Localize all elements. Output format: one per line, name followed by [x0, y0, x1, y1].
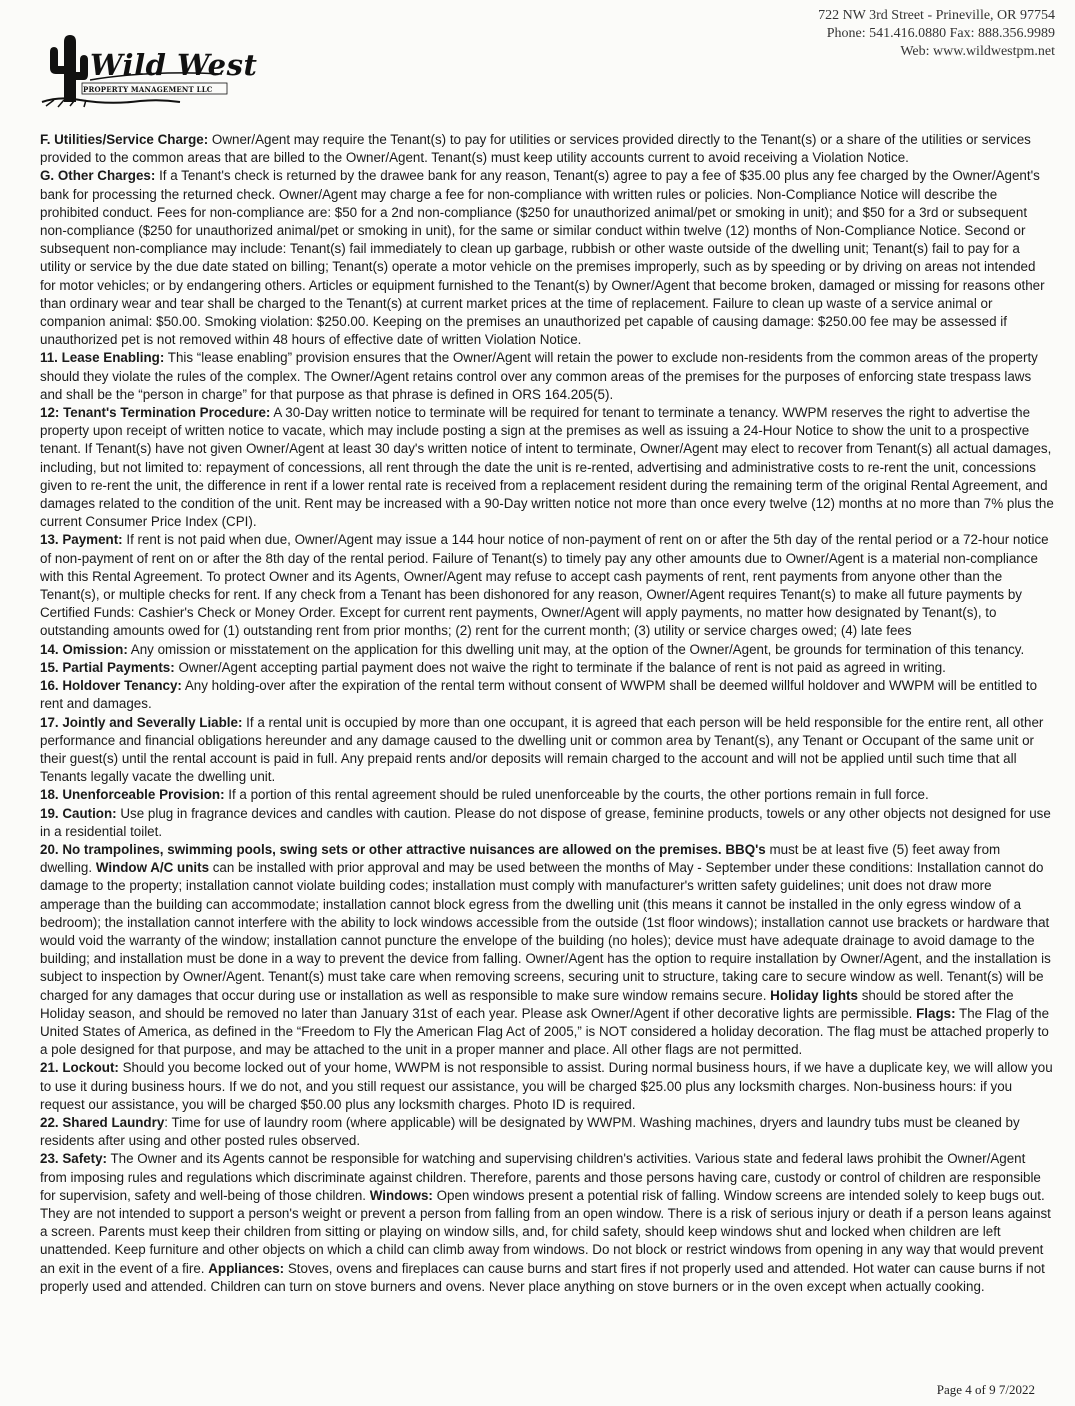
clause-text: The Flag of the United States of America, as defined in the “Freedom to Fly the American Flag Act of 2005,” is NOT considered a holiday decoration. The flag must be attached properly to a pole designed for that purpose, and may be attached to the unit in a proper manner and place. All other flags are not permitted. — [40, 1005, 1050, 1058]
clause-heading: 21. Lockout: — [40, 1060, 119, 1076]
clause-text: If a portion of this rental agreement should be ruled unenforceable by the courts, the other portions remain in full force. — [224, 787, 929, 803]
clause-heading: Window A/C units — [95, 860, 210, 876]
clause-heading: 12: Tenant's Termination Procedure: — [40, 405, 271, 421]
agreement-clause — [40, 659, 1054, 677]
clause-heading: Appliances: — [208, 1260, 285, 1276]
clause-text: should be stored after the Holiday season, and should be removed no later than January 31st of each year. Please ask Owner/Agent if other decorative lights are permissible. — [40, 987, 1014, 1021]
agreement-clause — [40, 786, 1054, 804]
agreement-body — [40, 131, 1054, 1296]
clause-heading: 23. Safety: — [40, 1151, 107, 1167]
clause-text: The Owner and its Agents cannot be responsible for watching and supervising children's activities. Various state and federal laws prohibit the Owner/Agent from imposing rules and regulations which discriminate against children. Therefore, parents and those persons having care, custody or control of children are responsible for supervision, safety and well-being of those children. — [40, 1151, 1041, 1203]
clause-heading: F. Utilities/Service Charge: — [40, 132, 209, 147]
clause-heading: 20. No trampolines, swimming pools, swing sets or other attractive nuisances are allowed on the premises. BBQ's — [40, 841, 766, 857]
logo-subtitle: PROPERTY MANAGEMENT LLC — [83, 85, 213, 94]
clause-heading: 15. Partial Payments: — [40, 659, 175, 675]
clause-text: can be installed with prior approval and may be used between the months of May - September under these conditions: Installation cannot do damage to the property; installation cannot violate building codes; installation must comply with manufacturer's written safety guidelines; unit does not draw more amperage than the building can accommodate; installation cannot block egress from the dwelling unit (this means it cannot be installed in the only egress window of a bedroom); the installation cannot interfere with the ability to lock windows accessible from the outside (1st floor windows); installation cannot use brackets or hardware that would void the warranty of the window; installation cannot puncture the envelope of the building (no holes); device must have adequate drainage to avoid damage to the building; and installation must be done in a way to prevent the device from falling. Owner/Agent has the option to require installation by Owner/Agent, and the installation is subject to inspection by Owner/Agent. Tenant(s) must take care when removing screens, securing unit to structure, taking care to secure window as well. Tenant(s) will be charged for any damages that occur during use or installation as well as responsible to make sure window remains secure. — [40, 860, 1051, 1003]
clause-text: Should you become locked out of your home, WWPM is not responsible to assist. During normal business hours, if we have a duplicate key, we will allow you to use it during business hours. If we do not, and you still request our assistance, you will be charged $25.00 plus any locksmith charges. Non-business hours: if you request our assistance, you will be charged $50.00 plus any locksmith charges. Photo ID is required. — [40, 1060, 1053, 1112]
clause-text: A 30-Day written notice to terminate will be required for tenant to terminate a tenancy. WWPM reserves the right to advertise the property upon receipt of written notice to vacate, which may include posting a sign at the premises as well as issuing a 24-Hour Notice to show the unit to a prospective tenant. If Tenant(s) have not given Owner/Agent at least 30 day's written notice of intent to terminate, Owner/Agent may elect to recover from Tenant(s) all actual damages, including, but not limited to: repayment of concessions, all rent through the date the unit is re-rented, advertising and administrative costs to re-rent the unit, concessions given to re-rent the unit, the difference in rent if a lower rental rate is received from a replacement resident during the remaining term of the original Rental Agreement, and damages related to the condition of the unit. Rent may be increased with a 90-Day written notice not more than once every twelve (12) months at no more than 7% plus the current Consumer Price Index (CPI). — [40, 405, 1054, 530]
agreement-clause — [40, 805, 1054, 841]
clause-text: must be at least five (5) feet away from dwelling. — [40, 841, 1001, 876]
clause-text: This “lease enabling” provision ensures that the Owner/Agent will retain the power to exclude non-residents from the common areas of the property should they violate the rules of the complex. The Owner/Agent retains control over any common areas of the premises for the purposes of enforcing state trespass laws and shall be the “person in charge” for that purpose as that phrase is defined in ORS 164.205(5). — [40, 350, 1038, 402]
agreement-clause — [40, 841, 1054, 1059]
clause-heading: 14. Omission: — [40, 641, 128, 657]
agreement-clause — [40, 404, 1054, 531]
clause-text: Owner/Agent may require the Tenant(s) to pay for utilities or services provided directly to the Tenant(s) or a share of the utilities or services provided to the common areas that are billed to the Owner/Agent. Tenant(s) must keep utility accounts current to avoid receiving a Violation Notice. — [40, 132, 1031, 166]
clause-text: If a Tenant's check is returned by the drawee bank for any reason, Tenant(s) agree to pay a fee of $35.00 plus any fee charged by the Owner/Agent's bank for processing the returned check. Owner/Agent may charge a fee for non-compliance with written rules or policies. Non-Compliance Notice will describe the prohibited conduct. Fees for non-compliance are: $50 for a 2nd non-compliance ($250 for unauthorized animal/pet or smoking in unit); and $50 for a 3rd or subsequent non-compliance ($250 for unauthorized animal/pet or smoking in unit), for the same or similar conduct within twelve (12) months of Non-Compliance Notice. Second or subsequent non-compliance may include: Tenant(s) fail immediately to clean up garbage, rubbish or other waste outside of the dwelling unit; Tenant(s) fail to pay for a utility or service by the due date stated on billing; Tenant(s) operate a motor vehicle on the premises improperly, such as by speeding or by driving on areas not intended for motor vehicles; or by endangering others. Articles or equipment furnished to the Tenant(s) by Owner/Agent that become broken, damaged or missing for reasons other than ordinary wear and tear shall be charged to the Tenant(s) at current market prices at the time of replacement. Failure to clean up waste of a service animal or companion animal: $50.00. Smoking violation: $250.00. Keeping on the premises an unauthorized pet capable of causing damage: $250.00 fee may be assessed if unauthorized pet is not removed within 48 hours of effective date of written Violation Notice. — [40, 168, 1045, 348]
contact-info — [818, 7, 1055, 61]
company-logo — [40, 30, 258, 120]
web-line: Web: www.wildwestpm.net — [900, 44, 1055, 59]
clause-heading: 16. Holdover Tenancy: — [40, 678, 182, 694]
clause-heading: 19. Caution: — [40, 805, 117, 821]
logo-name: Wild West — [90, 48, 258, 82]
clause-heading: 18. Unenforceable Provision: — [40, 787, 225, 803]
clause-text: Any holding-over after the expiration of the rental term without consent of WWPM shall be deemed willful holdover and WWPM will be entitled to rent and damages. — [40, 678, 1038, 712]
clause-heading: 22. Shared Laundry — [40, 1114, 165, 1130]
agreement-clause — [40, 1059, 1054, 1114]
clause-heading: Flags: — [916, 1005, 956, 1021]
clause-text: Use plug in fragrance devices and candles with caution. Please do not dispose of grease, feminine products, towels or any other objects not designed for use in a residential toilet. — [40, 805, 1051, 839]
clause-heading: G. Other Charges: — [40, 168, 156, 184]
clause-text: : Time for use of laundry room (where applicable) will be designated by WWPM. Washing machines, dryers and laundry tubs must be cleaned by residents after using and other posted rules observed. — [40, 1114, 1020, 1149]
agreement-clause — [40, 167, 1054, 349]
clause-heading: 13. Payment: — [40, 532, 123, 548]
clause-text: If a rental unit is occupied by more than one occupant, it is agreed that each person will be held responsible for the entire rent, all other performance and financial obligations hereunder and any damage caused to the dwelling unit or common area by Tenant(s), any Tenant or Occupant of the same unit or their guest(s) until the rental account is paid in full. Any prepaid rents and/or deposits will remain charged to the account and will not be applied until such time that all Tenants legally vacate the dwelling unit. — [40, 714, 1044, 785]
clause-text: Open windows present a potential risk of falling. Window screens are intended solely to keep bugs out. They are not intended to support a person's weight or prevent a person from falling from an open window. There is a risk of serious injury or death if a person leans against a screen. Parents must keep their children from sitting or playing on window sills, and, for child safety, should keep windows shut and locked when children are left unattended. Keep furniture and other objects on which a child can climb away from windows. Do not block or restrict windows from opening in any way that would prevent an exit in the event of a fire. — [40, 1187, 1051, 1276]
clause-heading: 17. Jointly and Severally Liable: — [40, 714, 243, 730]
agreement-clause — [40, 1150, 1054, 1296]
clause-heading: Windows: — [369, 1187, 433, 1203]
agreement-clause — [40, 714, 1054, 787]
clause-heading: Holiday lights — [770, 987, 858, 1003]
clause-text: If rent is not paid when due, Owner/Agent may issue a 144 hour notice of non-payment of rent on or after the 5th day of the rental period or a 72-hour notice of non-payment of rent on or after the 8th day of the rental period. Failure of Tenant(s) to timely pay any other amounts due to Owner/Agent is a material non-compliance with this Rental Agreement. To protect Owner and its Agents, Owner/Agent may refuse to accept cash payments of rent, rent payments from anyone other than the Tenant(s), or multiple checks for rent. If any check from a Tenant has been dishonored for any reason, Owner/Agent requires Tenant(s) to make all future payments by Certified Funds: Cashier's Check or Money Order. Except for current rent payments, Owner/Agent will apply payments, no matter how designated by Tenant(s), to outstanding amounts owed for (1) outstanding rent from prior months; (2) rent for the current month; (3) utility or service charges owed; (4) late fees — [40, 532, 1049, 639]
clause-text: Owner/Agent accepting partial payment does not waive the right to terminate if the balance of rent is not paid as agreed in writing. — [174, 659, 946, 675]
agreement-clause — [40, 131, 1054, 167]
address-line: 722 NW 3rd Street - Prineville, OR 97754 — [818, 8, 1055, 23]
phone-fax-line: Phone: 541.416.0880 Fax: 888.356.9989 — [826, 26, 1055, 41]
page-footer: Page 4 of 9 7/2022 — [936, 1382, 1035, 1397]
clause-heading: 11. Lease Enabling: — [40, 350, 165, 366]
agreement-clause — [40, 641, 1054, 659]
agreement-clause — [40, 677, 1054, 713]
agreement-clause — [40, 349, 1054, 404]
clause-text: Stoves, ovens and fireplaces can cause burns and start fires if not properly used and attended. Hot water can cause burns if not properly used and attended. Children can turn on stove burners and ovens. Never place anything on stove burners or in the oven except when actually cooking. — [40, 1260, 1045, 1294]
clause-text: Any omission or misstatement on the application for this dwelling unit may, at the option of the Owner/Agent, be grounds for termination of this tenancy. — [127, 641, 1025, 657]
agreement-clause — [40, 531, 1054, 640]
agreement-clause — [40, 1114, 1054, 1150]
